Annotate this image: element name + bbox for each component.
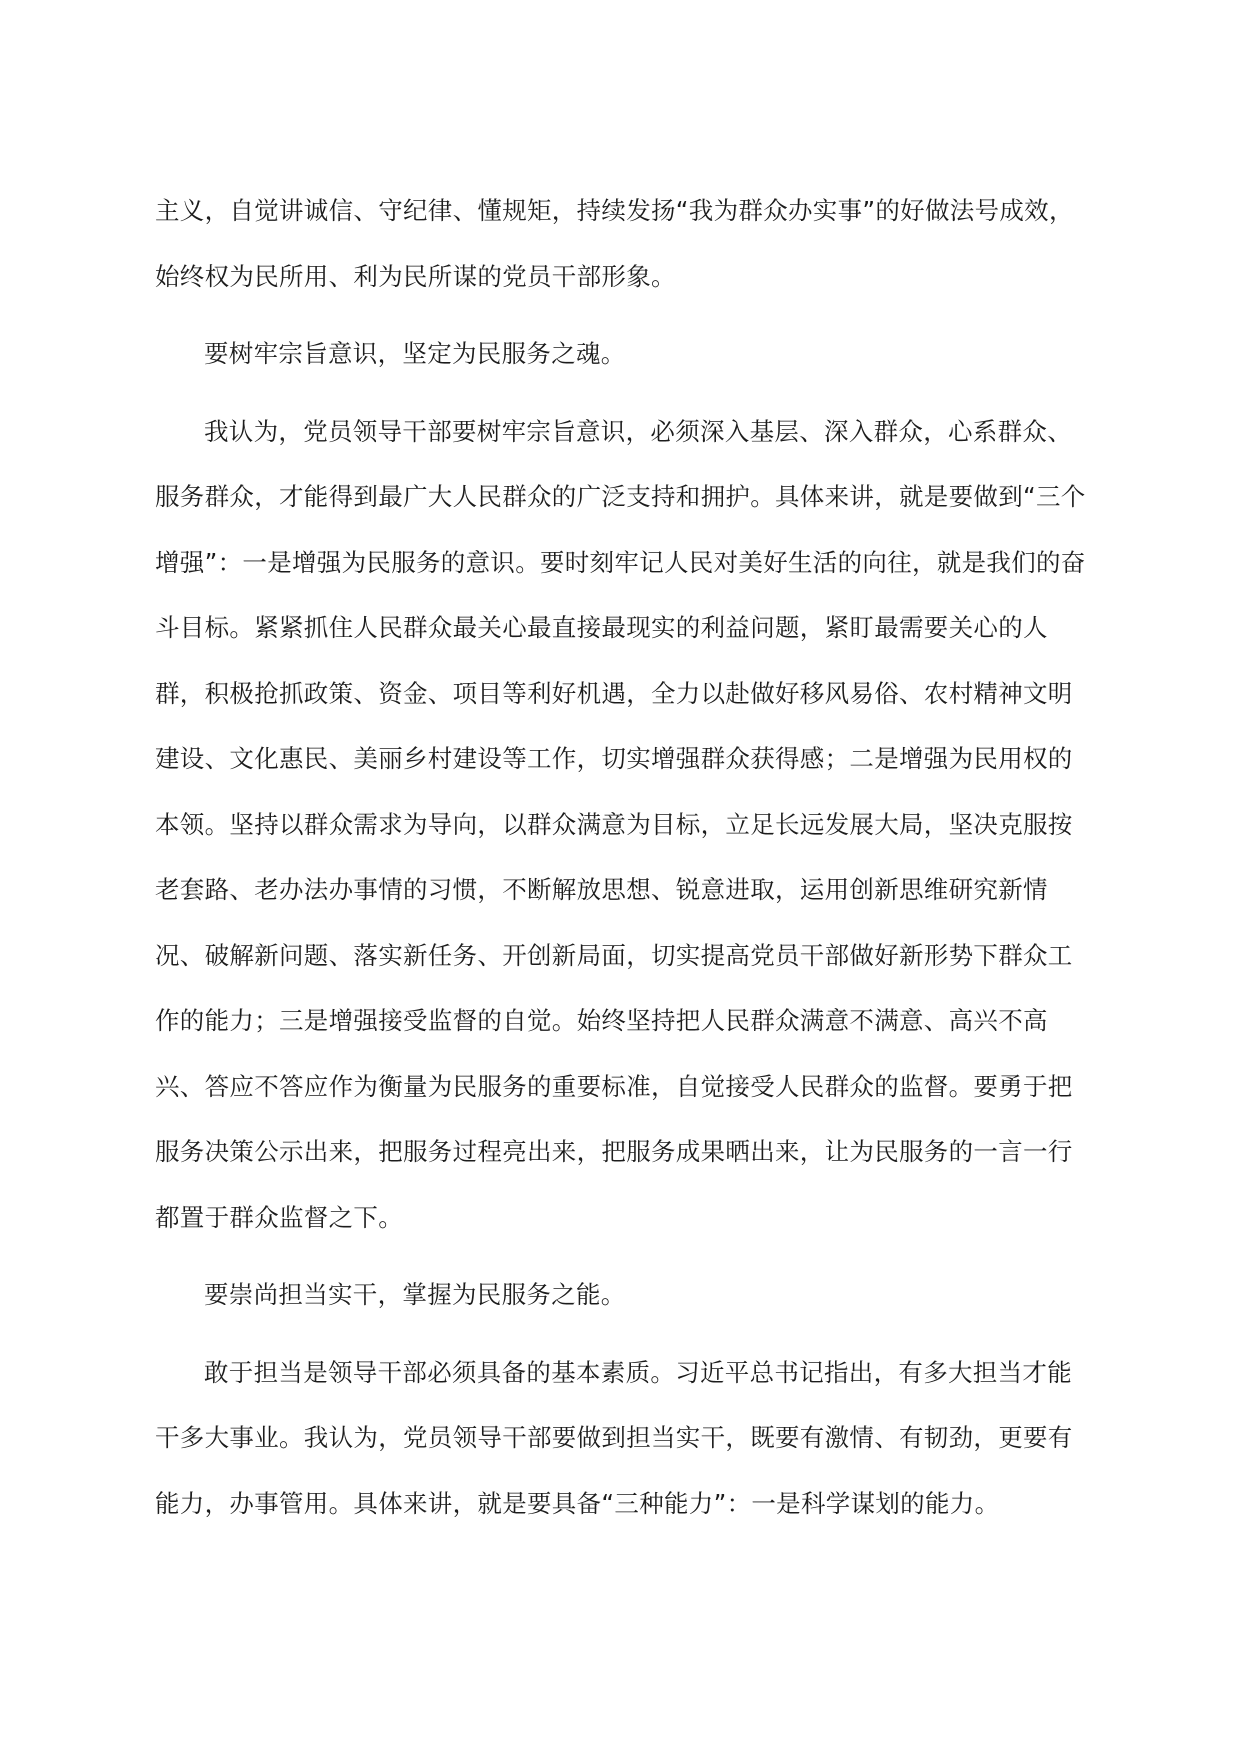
- paragraph-continued: 主义，自觉讲诚信、守纪律、懂规矩，持续发扬“我为群众办实事”的好做法号成效，始终权为民所用、利为民所谋的党员干部形象。: [155, 196, 1074, 291]
- paragraph-heading-purpose: 要树牢宗旨意识，坚定为民服务之魂。: [204, 339, 626, 368]
- paragraph-heading-responsibility: 要崇尚担当实干，掌握为民服务之能。: [204, 1280, 626, 1309]
- paragraph-three-enhancements: 我认为，党员领导干部要树牢宗旨意识，必须深入基层、深入群众，心系群众、服务群众，才能得到最广大人民群众的广泛支持和拥护。具体来讲，就是要做到“三个增强”：一是增强为民服务的意识。要时刻牢记人民对美好生活的向往，就是我们的奋斗目标。紧紧抓住人民群众最关心最直接最现实的利益问题，紧盯最需要关心的人群，积极抢抓政策、资金、项目等利好机遇，全力以赴做好移风易俗、农村精神文明建设、文化惠民、美丽乡村建设等工作，切实增强群众获得感；二是增强为民用权的本领。坚持以群众需求为导向，以群众满意为目标，立足长远发展大局，坚决克服按老套路、老办法办事情的习惯，不断解放思想、锐意进取，运用创新思维研究新情况、破解新问题、落实新任务、开创新局面，切实提高党员干部做好新形势下群众工作的能力；三是增强接受监督的自觉。始终坚持把人民群众满意不满意、高兴不高兴、答应不答应作为衡量为民服务的重要标准，自觉接受人民群众的监督。要勇于把服务决策公示出来，把服务过程亮出来，把服务成果晒出来，让为民服务的一言一行都置于群众监督之下。: [155, 416, 1086, 1232]
- document-body: [155, 178, 1087, 1548]
- paragraph-three-abilities: 敢于担当是领导干部必须具备的基本素质。习近平总书记指出，有多大担当才能干多大事业。我认为，党员领导干部要做到担当实干，既要有激情、有韧劲，更要有能力，办事管用。具体来讲，就是要具备“三种能力”：一是科学谋划的能力。: [155, 1357, 1073, 1518]
